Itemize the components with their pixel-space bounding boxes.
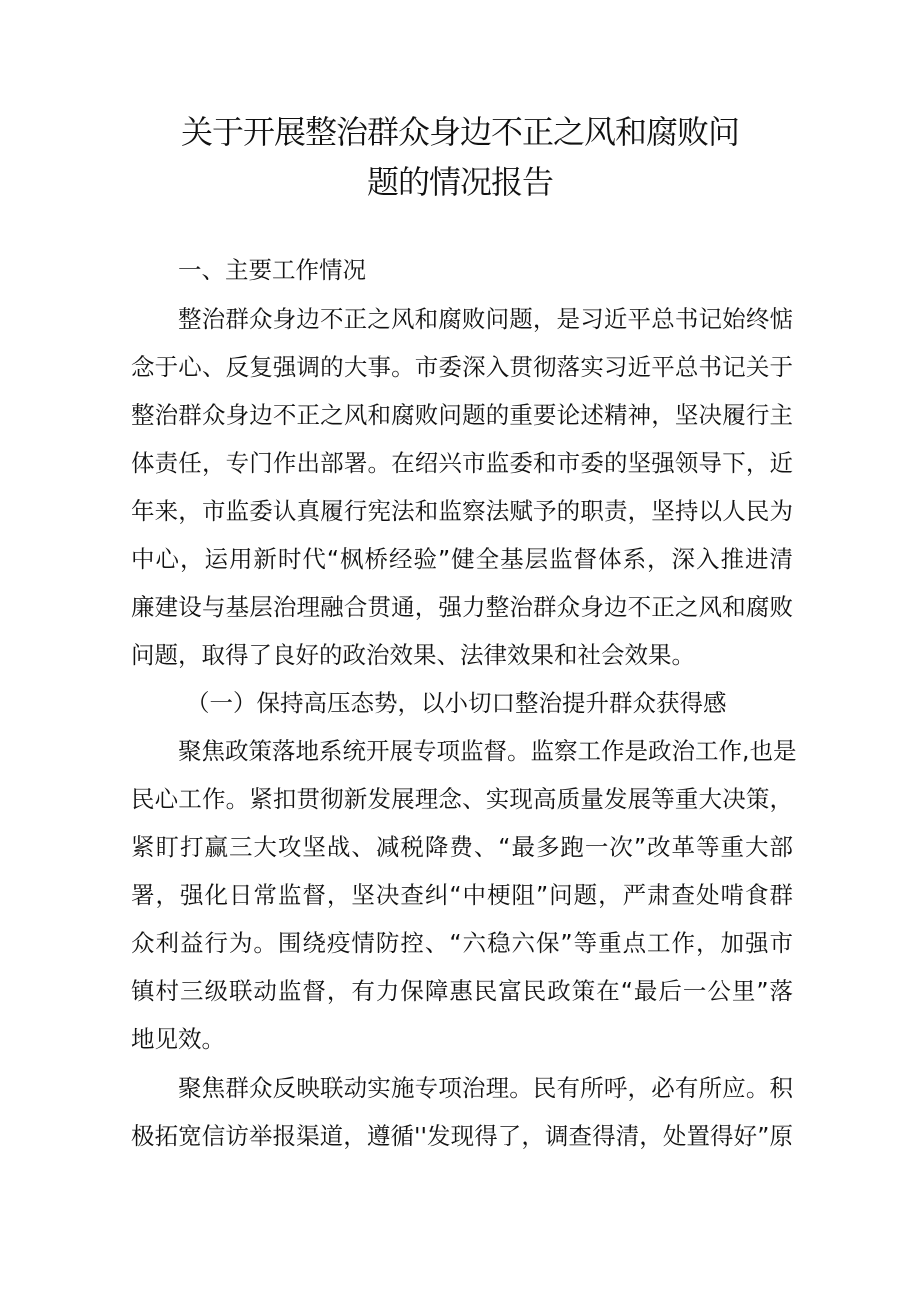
paragraph-line: 整治群众身边不正之风和腐败问题的重要论述精神，坚决履行主: [131, 401, 793, 429]
paragraph-line: 聚焦群众反映联动实施专项治理。民有所呼，必有所应。积: [178, 1074, 793, 1102]
subsection-heading: （一）保持高压态势，以小切口整治提升群众获得感: [186, 689, 727, 717]
paragraph-line: 廉建设与基层治理融合贯通，强力整治群众身边不正之风和腐败: [131, 593, 793, 621]
paragraph-line: 地见效。: [131, 1025, 225, 1053]
paragraph-line: 民心工作。紧扣贯彻新发展理念、实现高质量发展等重大决策，: [131, 785, 793, 813]
title-line-1: 关于开展整治群众身边不正之风和腐败问: [180, 113, 739, 151]
section-heading: 一、主要工作情况: [178, 256, 366, 284]
paragraph-line: 整治群众身边不正之风和腐败问题，是习近平总书记始终惦: [178, 305, 793, 333]
paragraph-line: 年来，市监委认真履行宪法和监察法赋予的职责，坚持以人民为: [131, 497, 793, 525]
paragraph-line: 体责任，专门作出部署。在绍兴市监委和市委的坚强领导下，近: [131, 449, 793, 477]
paragraph-line: 中心，运用新时代“枫桥经验”健全基层监督体系，深入推进清: [131, 545, 793, 573]
governance-paragraph: [131, 1064, 793, 1160]
policy-supervision-paragraph: [131, 727, 797, 1063]
paragraph-line: 紧盯打赢三大攻坚战、减税降费、“最多跑一次”改革等重大部: [131, 833, 793, 861]
document-title: [160, 107, 760, 207]
paragraph-line: 念于心、反复强调的大事。市委深入贯彻落实习近平总书记关于: [131, 353, 793, 381]
paragraph-line: 极拓宽信访举报渠道，遵循''发现得了，调查得清，处置得好”原: [131, 1122, 793, 1150]
paragraph-line: 署，强化日常监督，坚决查纠“中梗阻”问题，严肃查处啃食群: [131, 881, 793, 909]
paragraph-line: 众利益行为。围绕疫情防控、“六稳六保”等重点工作，加强市: [131, 929, 793, 957]
title-line-2: 题的情况报告: [366, 163, 553, 201]
paragraph-line: 聚焦政策落地系统开展专项监督。监察工作是政治工作,也是: [178, 737, 797, 765]
paragraph-line: 镇村三级联动监督，有力保障惠民富民政策在“最后一公里”落: [131, 977, 793, 1005]
intro-paragraph: [131, 295, 793, 679]
paragraph-line: 问题，取得了良好的政治效果、法律效果和社会效果。: [131, 641, 695, 669]
